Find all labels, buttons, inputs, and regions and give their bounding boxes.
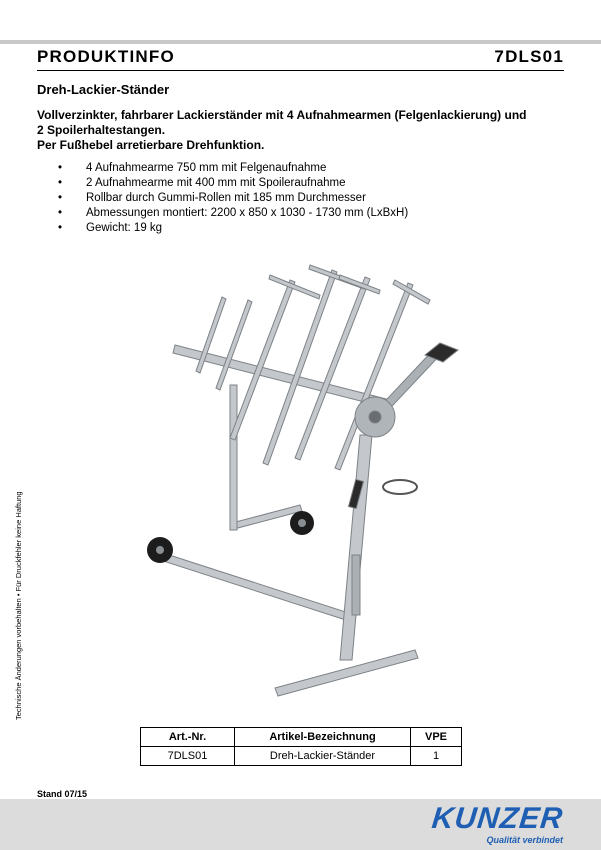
arm-4	[263, 270, 337, 465]
feature-text: 2 Aufnahmearme mit 400 mm mit Spoileraufnahme	[86, 177, 346, 189]
left-upright	[230, 385, 237, 530]
header-title: PRODUKTINFO	[37, 47, 175, 66]
article-table	[140, 727, 462, 766]
bullet-icon: •	[58, 162, 63, 174]
description-line: 2 Spoilerhaltestangen.	[37, 123, 166, 137]
feature-item	[58, 191, 408, 206]
bullet-icon: •	[58, 177, 63, 189]
product-illustration	[140, 255, 480, 715]
top-divider	[0, 40, 601, 44]
table-cell: 7DLS01	[141, 747, 235, 766]
ring-holder	[383, 480, 417, 494]
table-header-row	[141, 728, 462, 747]
arm-top-bar	[269, 275, 320, 299]
table-cell: 1	[411, 747, 462, 766]
description-line: Vollverzinkter, fahrbarer Lackierständer mit 4 Aufnahmearmen (Felgenlackierung) und	[37, 108, 527, 122]
table-header-cell: Art.-Nr.	[141, 728, 235, 747]
bullet-icon: •	[58, 192, 63, 204]
main-column	[340, 435, 372, 660]
product-description	[37, 108, 526, 153]
bullet-icon: •	[58, 222, 63, 234]
feature-item	[58, 206, 408, 221]
feature-list	[58, 161, 408, 236]
table-header-cell: Artikel-Bezeichnung	[235, 728, 411, 747]
feature-text: Rollbar durch Gummi-Rollen mit 185 mm Durchmesser	[86, 192, 366, 204]
logo-slogan: Qualität verbindet	[486, 835, 563, 845]
feature-item	[58, 176, 408, 191]
side-disclaimer: Technische Änderungen vorbehalten • Für Druckfehler keine Haftung	[14, 491, 23, 720]
description-line: Per Fußhebel arretierbare Drehfunktion.	[37, 138, 265, 152]
hub-center	[369, 411, 381, 423]
feature-item	[58, 161, 408, 176]
feature-text: Abmessungen montiert: 2200 x 850 x 1030 - 1730 mm (LxBxH)	[86, 207, 409, 219]
table-row	[141, 747, 462, 766]
column-spring	[352, 555, 360, 615]
stand-date: Stand 07/15	[37, 789, 88, 799]
bullet-icon: •	[58, 207, 63, 219]
table-cell: Dreh-Lackier-Ständer	[235, 747, 411, 766]
arm-5	[295, 277, 370, 460]
table-header-cell: VPE	[411, 728, 462, 747]
arm-top-bar	[393, 280, 430, 304]
header-rule	[37, 70, 564, 71]
logo-name: KUNZER	[430, 802, 565, 835]
floor-frame-bar	[157, 552, 355, 622]
product-name: Dreh-Lackier-Ständer	[37, 82, 170, 97]
feature-text: 4 Aufnahmearme 750 mm mit Felgenaufnahme	[86, 162, 327, 174]
arm-6	[335, 283, 413, 470]
product-code: 7DLS01	[494, 47, 564, 66]
feature-text: Gewicht: 19 kg	[86, 222, 163, 234]
feature-item	[58, 221, 408, 236]
brand-logo	[432, 804, 563, 845]
